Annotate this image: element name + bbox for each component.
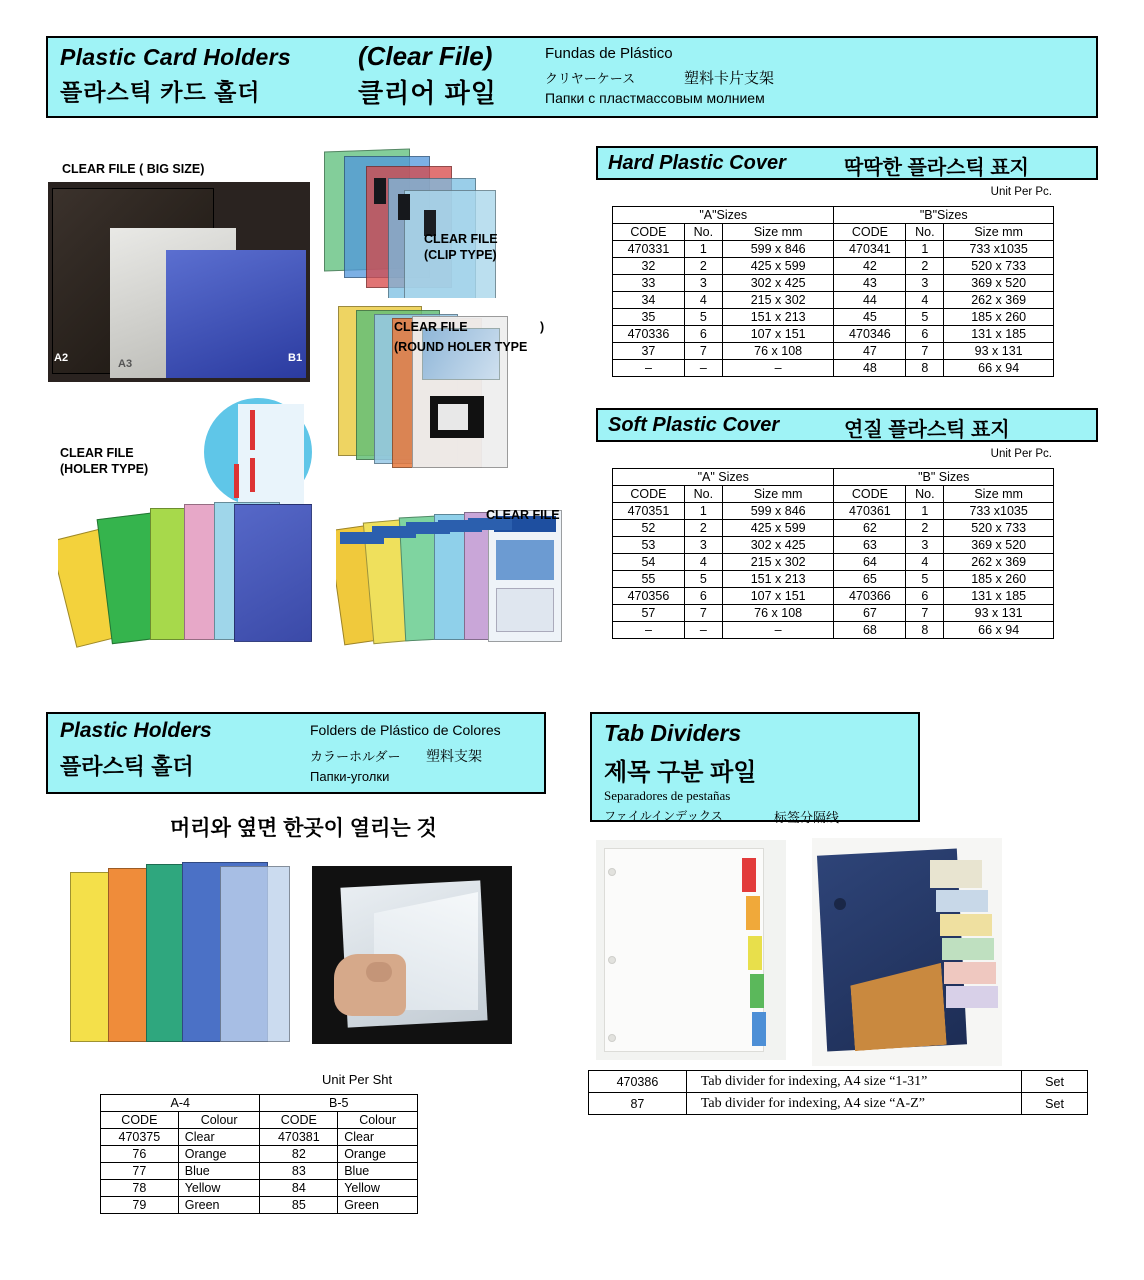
cell-no: 8: [906, 360, 944, 377]
label-clear-file-holer-2: (HOLER TYPE): [60, 462, 149, 476]
main-title-ko: 플라스틱 카드 홀더: [60, 79, 261, 105]
cell-code: 35: [613, 309, 685, 326]
cell-code: 68: [834, 622, 906, 639]
table-row: [589, 1093, 1088, 1115]
cell-description: Tab divider for indexing, A4 size “1-31”: [686, 1071, 1021, 1093]
cell-code: 82: [260, 1146, 338, 1163]
cell-no: 4: [684, 292, 722, 309]
cell-no: 6: [684, 588, 722, 605]
soft-col-size-b: Size mm: [944, 486, 1054, 503]
table-row: [101, 1180, 418, 1197]
hard-cover-banner: [596, 146, 1098, 180]
plastic-holders-table: [100, 1094, 418, 1214]
table-row: [589, 1071, 1088, 1093]
cell-code: 52: [613, 520, 685, 537]
cell-code: 87: [589, 1093, 687, 1115]
cell-code: 470375: [101, 1129, 179, 1146]
soft-group-b: "B" Sizes: [834, 469, 1054, 486]
cell-size: 131 x 185: [944, 326, 1054, 343]
cell-code: 62: [834, 520, 906, 537]
cell-no: 5: [684, 309, 722, 326]
cell-code: 78: [101, 1180, 179, 1197]
main-title-ko2: 클리어 파일: [358, 78, 497, 108]
table-row: [613, 605, 1054, 622]
cell-code: 83: [260, 1163, 338, 1180]
hard-col-code-b: CODE: [834, 224, 906, 241]
cell-size: 369 x 520: [944, 537, 1054, 554]
holders-group-a4: A-4: [101, 1095, 260, 1112]
hard-group-b: "B"Sizes: [834, 207, 1054, 224]
table-row: [613, 326, 1054, 343]
tab-dividers-title-zh: 标签分隔线: [774, 810, 840, 825]
label-clear-file-round-3: ): [540, 320, 545, 334]
photo-plastic-holders-fan: [60, 858, 310, 1058]
cell-no: 1: [684, 241, 722, 258]
soft-cover-title-ko: 연질 플라스틱 표지: [844, 419, 1010, 441]
table-row: [613, 309, 1054, 326]
cell-no: 5: [906, 309, 944, 326]
cell-no: 5: [906, 571, 944, 588]
holders-col-colour-a4: Colour: [178, 1112, 260, 1129]
cell-no: 2: [684, 520, 722, 537]
cell-code: 55: [613, 571, 685, 588]
cell-size: 425 x 599: [722, 258, 834, 275]
plastic-holders-unit-note: Unit Per Sht: [322, 1072, 393, 1087]
plastic-holders-title-es: Folders de Plástico de Colores: [310, 722, 501, 738]
tab-dividers-title-en: Tab Dividers: [604, 720, 742, 746]
cell-size: –: [722, 622, 834, 639]
cell-size: 262 x 369: [944, 554, 1054, 571]
label-b1: B1: [288, 352, 303, 364]
table-row: [101, 1163, 418, 1180]
cell-no: 1: [906, 241, 944, 258]
label-clear-file-plain: CLEAR FILE: [486, 508, 560, 522]
soft-col-no-b: No.: [906, 486, 944, 503]
table-row: [613, 275, 1054, 292]
cell-no: 2: [906, 258, 944, 275]
cell-no: 4: [906, 554, 944, 571]
cell-no: 3: [684, 537, 722, 554]
photo-clear-file-clip: [320, 148, 510, 298]
plastic-holders-title-en: Plastic Holders: [60, 719, 212, 742]
cell-code: 77: [101, 1163, 179, 1180]
cell-size: 66 x 94: [944, 360, 1054, 377]
soft-cover-title-en: Soft Plastic Cover: [608, 414, 780, 436]
cell-size: 151 x 213: [722, 309, 834, 326]
cell-size: 520 x 733: [944, 258, 1054, 275]
plastic-holders-title-zh: 塑料支架: [426, 748, 482, 764]
soft-cover-banner: [596, 408, 1098, 442]
table-row: [613, 241, 1054, 258]
cell-colour: Clear: [338, 1129, 418, 1146]
cell-no: 1: [906, 503, 944, 520]
cell-colour: Blue: [178, 1163, 260, 1180]
soft-cover-table: [612, 468, 1054, 639]
cell-no: 3: [906, 537, 944, 554]
table-row: [101, 1197, 418, 1214]
cell-colour: Orange: [178, 1146, 260, 1163]
cell-no: 6: [906, 588, 944, 605]
holders-col-code-a4: CODE: [101, 1112, 179, 1129]
label-a3: A3: [118, 358, 133, 370]
soft-group-a: "A" Sizes: [613, 469, 834, 486]
soft-col-no-a: No.: [684, 486, 722, 503]
cell-code: 470341: [834, 241, 906, 258]
cell-code: 33: [613, 275, 685, 292]
label-clear-file-big: CLEAR FILE ( BIG SIZE): [62, 162, 205, 176]
cell-size: 93 x 131: [944, 605, 1054, 622]
table-row: [613, 554, 1054, 571]
cell-code: 64: [834, 554, 906, 571]
cell-colour: Yellow: [338, 1180, 418, 1197]
plastic-holders-subtitle: 머리와 옆면 한곳이 열리는 것: [170, 817, 437, 840]
plastic-holders-banner: [46, 712, 546, 794]
table-row: [101, 1146, 418, 1163]
cell-code: 37: [613, 343, 685, 360]
cell-size: 76 x 108: [722, 343, 834, 360]
cell-code: 32: [613, 258, 685, 275]
tab-dividers-table: [588, 1070, 1088, 1115]
table-row: [613, 360, 1054, 377]
cell-colour: Green: [338, 1197, 418, 1214]
tab-dividers-banner: [590, 712, 920, 825]
cell-size: 107 x 151: [722, 326, 834, 343]
cell-code: 47: [834, 343, 906, 360]
cell-code: 470336: [613, 326, 685, 343]
cell-code: 42: [834, 258, 906, 275]
hard-col-size-b: Size mm: [944, 224, 1054, 241]
cell-no: 7: [684, 605, 722, 622]
soft-cover-unit-note: Unit Per Pc.: [990, 448, 1052, 460]
photo-clear-file-big: [48, 182, 310, 382]
main-title-ja: クリヤーケース: [545, 71, 636, 86]
table-row: [613, 537, 1054, 554]
cell-code: 76: [101, 1146, 179, 1163]
holders-col-colour-b5: Colour: [338, 1112, 418, 1129]
label-clear-file-round-2: (ROUND HOLER TYPE: [394, 340, 528, 354]
plastic-holders-title-ko: 플라스틱 홀더: [60, 754, 194, 779]
cell-no: 7: [684, 343, 722, 360]
cell-no: 7: [906, 605, 944, 622]
cell-no: 3: [684, 275, 722, 292]
cell-code: –: [613, 622, 685, 639]
cell-colour: Orange: [338, 1146, 418, 1163]
hard-col-size-a: Size mm: [722, 224, 834, 241]
cell-colour: Clear: [178, 1129, 260, 1146]
cell-size: –: [722, 360, 834, 377]
table-row: [613, 520, 1054, 537]
cell-code: 44: [834, 292, 906, 309]
cell-no: 4: [684, 554, 722, 571]
cell-no: 8: [906, 622, 944, 639]
cell-code: 79: [101, 1197, 179, 1214]
cell-no: 2: [684, 258, 722, 275]
cell-code: 45: [834, 309, 906, 326]
table-row: [613, 622, 1054, 639]
cell-colour: Green: [178, 1197, 260, 1214]
cell-unit: Set: [1022, 1071, 1088, 1093]
table-row: [613, 503, 1054, 520]
main-title-es: Fundas de Plástico: [545, 45, 673, 62]
cell-code: 53: [613, 537, 685, 554]
cell-size: 302 x 425: [722, 537, 834, 554]
cell-size: 262 x 369: [944, 292, 1054, 309]
cell-size: 733 x1035: [944, 241, 1054, 258]
cell-no: –: [684, 622, 722, 639]
cell-code: 470361: [834, 503, 906, 520]
cell-size: 131 x 185: [944, 588, 1054, 605]
cell-code: 84: [260, 1180, 338, 1197]
table-row: [613, 588, 1054, 605]
cell-code: 48: [834, 360, 906, 377]
holders-group-b5: B-5: [260, 1095, 418, 1112]
hard-cover-table: [612, 206, 1054, 377]
hard-group-a: "A"Sizes: [613, 207, 834, 224]
cell-size: 302 x 425: [722, 275, 834, 292]
cell-code: 63: [834, 537, 906, 554]
cell-size: 93 x 131: [944, 343, 1054, 360]
hard-col-no-b: No.: [906, 224, 944, 241]
cell-code: 34: [613, 292, 685, 309]
cell-size: 599 x 846: [722, 241, 834, 258]
cell-size: 185 x 260: [944, 571, 1054, 588]
holders-col-code-b5: CODE: [260, 1112, 338, 1129]
main-title-en2: (Clear File): [358, 41, 493, 71]
cell-no: 7: [906, 343, 944, 360]
label-clear-file-clip-1: CLEAR FILE: [424, 232, 498, 246]
cell-colour: Blue: [338, 1163, 418, 1180]
label-clear-file-clip-2: (CLIP TYPE): [424, 248, 497, 262]
cell-size: 425 x 599: [722, 520, 834, 537]
hard-cover-unit-note: Unit Per Pc.: [990, 186, 1052, 198]
table-row: [613, 292, 1054, 309]
cell-size: 215 x 302: [722, 554, 834, 571]
photo-tab-divider-white: [596, 840, 786, 1060]
table-row: [613, 571, 1054, 588]
cell-code: 470351: [613, 503, 685, 520]
cell-size: 151 x 213: [722, 571, 834, 588]
main-title-ru: Папки с пластмассовым молнием: [545, 90, 765, 106]
tab-dividers-title-ja: ファイルインデックス: [604, 809, 723, 823]
cell-size: 76 x 108: [722, 605, 834, 622]
cell-code: 65: [834, 571, 906, 588]
cell-code: 470381: [260, 1129, 338, 1146]
hard-col-code-a: CODE: [613, 224, 685, 241]
main-header-banner: [46, 36, 1098, 118]
plastic-holders-title-ja: カラーホルダー: [310, 749, 401, 764]
hard-cover-title-en: Hard Plastic Cover: [608, 152, 786, 174]
cell-no: 6: [684, 326, 722, 343]
cell-size: 107 x 151: [722, 588, 834, 605]
cell-code: 85: [260, 1197, 338, 1214]
cell-code: 470366: [834, 588, 906, 605]
cell-no: 2: [906, 520, 944, 537]
table-row: [101, 1129, 418, 1146]
table-row: [613, 258, 1054, 275]
table-row: [613, 343, 1054, 360]
main-title-zh: 塑料卡片支架: [684, 70, 775, 87]
cell-size: 66 x 94: [944, 622, 1054, 639]
label-clear-file-holer-1: CLEAR FILE: [60, 446, 134, 460]
cell-no: 6: [906, 326, 944, 343]
photo-tab-divider-binder: [812, 838, 1002, 1066]
label-a2: A2: [54, 352, 69, 364]
cell-unit: Set: [1022, 1093, 1088, 1115]
cell-size: 733 x1035: [944, 503, 1054, 520]
cell-no: –: [684, 360, 722, 377]
hard-cover-title-ko: 딱딱한 플라스틱 표지: [844, 157, 1029, 179]
cell-size: 599 x 846: [722, 503, 834, 520]
cell-no: 5: [684, 571, 722, 588]
label-clear-file-round-1: CLEAR FILE: [394, 320, 468, 334]
tab-dividers-title-es: Separadores de pestañas: [604, 788, 731, 803]
cell-code: 470331: [613, 241, 685, 258]
cell-size: 215 x 302: [722, 292, 834, 309]
cell-code: 43: [834, 275, 906, 292]
soft-col-size-a: Size mm: [722, 486, 834, 503]
cell-size: 185 x 260: [944, 309, 1054, 326]
cell-code: 57: [613, 605, 685, 622]
photo-clear-file-holer-fan: [58, 498, 318, 648]
cell-code: 470346: [834, 326, 906, 343]
photo-plastic-holder-hand: [312, 866, 512, 1044]
photo-clear-file-assorted: [336, 506, 568, 652]
main-title-en: Plastic Card Holders: [60, 44, 291, 70]
cell-no: 1: [684, 503, 722, 520]
tab-dividers-title-ko: 제목 구분 파일: [604, 759, 757, 786]
hard-col-no-a: No.: [684, 224, 722, 241]
cell-code: 67: [834, 605, 906, 622]
cell-no: 4: [906, 292, 944, 309]
cell-colour: Yellow: [178, 1180, 260, 1197]
cell-code: 54: [613, 554, 685, 571]
soft-col-code-a: CODE: [613, 486, 685, 503]
cell-description: Tab divider for indexing, A4 size “A-Z”: [686, 1093, 1021, 1115]
cell-size: 520 x 733: [944, 520, 1054, 537]
plastic-holders-title-ru: Папки-уголки: [310, 769, 390, 784]
cell-code: 470386: [589, 1071, 687, 1093]
cell-no: 3: [906, 275, 944, 292]
cell-code: –: [613, 360, 685, 377]
cell-code: 470356: [613, 588, 685, 605]
cell-size: 369 x 520: [944, 275, 1054, 292]
soft-col-code-b: CODE: [834, 486, 906, 503]
